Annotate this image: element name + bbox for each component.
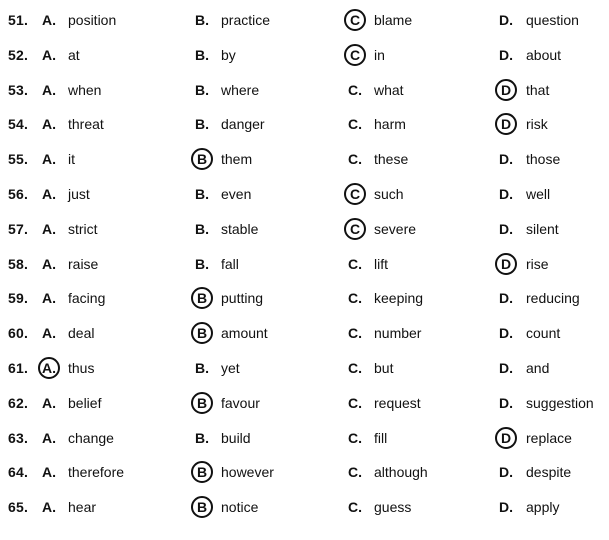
circled-letter: D: [495, 113, 517, 135]
circled-letter: B: [191, 392, 213, 414]
circled-letter: B: [191, 461, 213, 483]
question-number: 64.: [8, 464, 29, 481]
question-row: [0, 10, 609, 44]
circled-letter: C: [344, 218, 366, 240]
question-row: [0, 45, 609, 79]
option-word: by: [221, 46, 236, 63]
option-word: in: [374, 46, 385, 63]
option-letter: A.: [42, 499, 56, 516]
option-letter: D.: [499, 290, 513, 307]
option-letter: B.: [195, 255, 209, 272]
option-letter: C.: [348, 499, 362, 516]
option-word: hear: [68, 499, 97, 516]
option-word: severe: [374, 220, 417, 237]
question-row: [0, 462, 609, 496]
option-word: at: [68, 46, 80, 63]
question-row: [0, 428, 609, 462]
option-letter: B.: [195, 186, 209, 202]
question-number: 57.: [8, 220, 29, 237]
circled-letter: D: [495, 253, 517, 275]
option-letter: A.: [42, 220, 56, 237]
option-word: build: [221, 429, 251, 446]
option-letter: B.: [195, 220, 209, 237]
option-letter: A.: [42, 186, 56, 202]
option-word: threat: [68, 116, 104, 133]
option-letter: C.: [348, 116, 362, 133]
option-word: harm: [374, 116, 406, 133]
option-word: raise: [68, 255, 99, 272]
question-row: [0, 114, 609, 148]
option-letter: C.: [348, 464, 362, 481]
option-word: them: [221, 151, 253, 168]
question-number: 63.: [8, 429, 29, 446]
option-word: however: [221, 464, 274, 481]
option-word: these: [374, 151, 409, 168]
question-number: 62.: [8, 394, 29, 411]
circled-letter: C: [344, 44, 366, 66]
circled-letter: A.: [38, 357, 60, 379]
option-word: fill: [374, 429, 388, 446]
option-word: facing: [68, 290, 106, 307]
option-word: notice: [221, 499, 259, 516]
option-word: thus: [68, 360, 95, 376]
option-word: rise: [526, 255, 549, 272]
option-word: strict: [68, 220, 98, 237]
option-word: and: [526, 360, 550, 376]
question-number: 59.: [8, 290, 29, 307]
question-number: 52.: [8, 46, 29, 63]
option-word: but: [374, 360, 394, 376]
option-letter: A.: [42, 46, 56, 63]
question-row: [0, 219, 609, 253]
option-word: practice: [221, 12, 271, 28]
option-word: risk: [526, 116, 548, 133]
option-letter: D.: [499, 325, 513, 342]
option-word: such: [374, 186, 404, 202]
option-letter: A.: [42, 464, 56, 481]
option-word: despite: [526, 464, 572, 481]
question-number: 56.: [8, 186, 29, 202]
option-word: about: [526, 46, 562, 63]
question-row: [0, 393, 609, 427]
option-word: belief: [68, 394, 102, 411]
circled-letter: C: [344, 183, 366, 205]
option-letter: B.: [195, 116, 209, 133]
option-word: guess: [374, 499, 412, 516]
option-word: deal: [68, 325, 95, 342]
option-word: keeping: [374, 290, 424, 307]
question-row: [0, 497, 609, 531]
circled-letter: B: [191, 496, 213, 518]
option-letter: D.: [499, 360, 513, 376]
question-number: 58.: [8, 255, 29, 272]
option-word: fall: [221, 255, 239, 272]
option-letter: C.: [348, 360, 362, 376]
circled-letter: B: [191, 322, 213, 344]
option-letter: A.: [42, 429, 56, 446]
option-letter: D.: [499, 464, 513, 481]
option-word: what: [374, 81, 404, 98]
option-letter: A.: [42, 394, 56, 411]
option-word: danger: [221, 116, 265, 133]
option-word: when: [68, 81, 102, 98]
circled-letter: B: [191, 287, 213, 309]
option-word: lift: [374, 255, 388, 272]
question-row: [0, 254, 609, 288]
option-word: amount: [221, 325, 268, 342]
question-number: 51.: [8, 12, 29, 28]
option-word: request: [374, 394, 421, 411]
option-letter: A.: [42, 12, 56, 28]
option-word: replace: [526, 429, 572, 446]
option-word: where: [221, 81, 260, 98]
option-letter: C.: [348, 394, 362, 411]
circled-letter: D: [495, 427, 517, 449]
option-letter: A.: [42, 116, 56, 133]
option-letter: D.: [499, 499, 513, 516]
option-word: those: [526, 151, 561, 168]
option-letter: D.: [499, 186, 513, 202]
question-number: 54.: [8, 116, 29, 133]
circled-letter: C: [344, 9, 366, 31]
question-number: 61.: [8, 360, 29, 376]
option-word: even: [221, 186, 252, 202]
question-row: [0, 288, 609, 322]
option-letter: C.: [348, 151, 362, 168]
option-word: favour: [221, 394, 260, 411]
option-letter: B.: [195, 46, 209, 63]
question-number: 55.: [8, 151, 29, 168]
option-letter: D.: [499, 151, 513, 168]
circled-letter: D: [495, 79, 517, 101]
question-row: [0, 358, 609, 392]
option-word: number: [374, 325, 422, 342]
circled-letter: B: [191, 148, 213, 170]
question-number: 65.: [8, 499, 29, 516]
option-word: it: [68, 151, 75, 168]
option-letter: C.: [348, 81, 362, 98]
option-letter: A.: [42, 325, 56, 342]
option-letter: B.: [195, 12, 209, 28]
option-word: suggestion: [526, 394, 594, 411]
option-letter: A.: [42, 255, 56, 272]
option-letter: C.: [348, 290, 362, 307]
option-word: well: [526, 186, 551, 202]
option-letter: A.: [42, 81, 56, 98]
question-number: 53.: [8, 81, 29, 98]
option-word: count: [526, 325, 561, 342]
question-row: [0, 184, 609, 218]
option-letter: D.: [499, 46, 513, 63]
option-letter: D.: [499, 12, 513, 28]
question-row: [0, 149, 609, 183]
option-word: putting: [221, 290, 264, 307]
option-letter: D.: [499, 394, 513, 411]
option-letter: B.: [195, 81, 209, 98]
option-word: silent: [526, 220, 559, 237]
option-word: therefore: [68, 464, 125, 481]
question-number: 60.: [8, 325, 29, 342]
option-word: position: [68, 12, 117, 28]
option-letter: C.: [348, 429, 362, 446]
option-word: that: [526, 81, 550, 98]
option-letter: B.: [195, 360, 209, 376]
option-word: question: [526, 12, 579, 28]
option-letter: B.: [195, 429, 209, 446]
option-word: stable: [221, 220, 259, 237]
option-word: change: [68, 429, 114, 446]
option-letter: C.: [348, 325, 362, 342]
option-letter: A.: [42, 151, 56, 168]
option-letter: D.: [499, 220, 513, 237]
option-word: reducing: [526, 290, 580, 307]
option-word: although: [374, 464, 428, 481]
option-word: yet: [221, 360, 240, 376]
question-row: [0, 80, 609, 114]
question-row: [0, 323, 609, 357]
option-word: blame: [374, 12, 413, 28]
option-letter: A.: [42, 290, 56, 307]
option-letter: C.: [348, 255, 362, 272]
option-word: just: [68, 186, 90, 202]
option-word: apply: [526, 499, 560, 516]
